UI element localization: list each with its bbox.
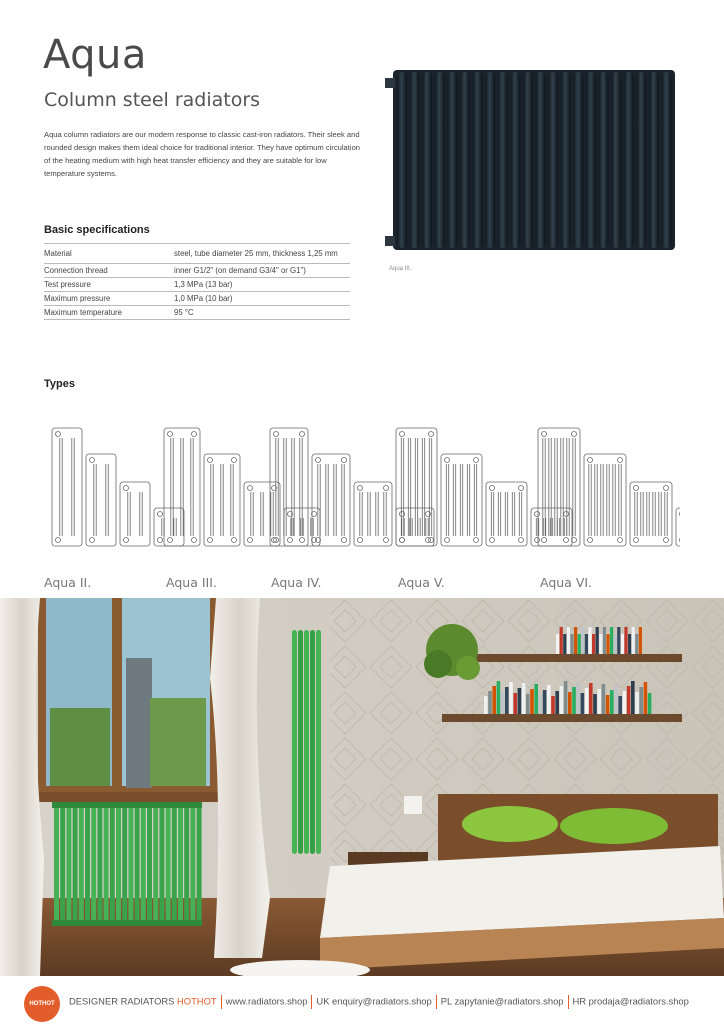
types-diagram (40, 418, 680, 558)
spec-value: 95 °C (174, 306, 350, 320)
type-label-aqua-v: Aqua V. (398, 575, 445, 590)
hothot-logo: HOTHOT (24, 986, 60, 1022)
type-label-aqua-iii: Aqua III. (166, 575, 217, 590)
spec-row (44, 278, 350, 292)
spec-label: Connection thread (44, 264, 174, 278)
bedroom-photo (0, 598, 724, 976)
photo-caption: Aqua III. (389, 266, 412, 272)
spec-value: steel, tube diameter 25 mm, thickness 1,25 mm (174, 244, 350, 264)
types-heading: Types (44, 378, 75, 390)
spec-label: Maximum temperature (44, 306, 174, 320)
type-label-aqua-ii: Aqua II. (44, 575, 92, 590)
specs-heading: Basic specifications (44, 224, 150, 236)
spec-row (44, 264, 350, 278)
footer-brand: DESIGNER RADIATORS HOTHOT (69, 995, 217, 1007)
specs-table (44, 243, 350, 320)
spec-row (44, 292, 350, 306)
footer-link-pl-email[interactable]: PL zapytanie@radiators.shop (440, 995, 564, 1007)
page-title: Aqua (43, 32, 147, 78)
spec-value: inner G1/2" (on demand G3/4" or G1") (174, 264, 350, 278)
footer-link-hr-email[interactable]: HR prodaja@radiators.shop (572, 995, 689, 1007)
radiator-photo (385, 66, 685, 256)
spec-label: Test pressure (44, 278, 174, 292)
spec-row (44, 306, 350, 320)
spec-value: 1,0 MPa (10 bar) (174, 292, 350, 306)
intro-paragraph: Aqua column radiators are our modern response to classic cast-iron radiators. Their sleek and rounded design makes them ideal choice for traditional interior. They have optimum circulation of the heating medium with high heat transfer efficiency and they are suitable for low temperature systems. (44, 130, 361, 178)
spec-label: Maximum pressure (44, 292, 174, 306)
type-label-aqua-iv: Aqua IV. (271, 575, 322, 590)
footer-link-uk-email[interactable]: UK enquiry@radiators.shop (316, 995, 432, 1007)
spec-value: 1,3 MPa (13 bar) (174, 278, 350, 292)
page-subtitle: Column steel radiators (44, 89, 261, 111)
footer-link-website[interactable]: www.radiators.shop (225, 995, 308, 1007)
footer (0, 976, 724, 1024)
footer-links (69, 995, 689, 1009)
spec-label: Material (44, 244, 174, 264)
type-label-aqua-vi: Aqua VI. (540, 575, 593, 590)
spec-row (44, 244, 350, 264)
